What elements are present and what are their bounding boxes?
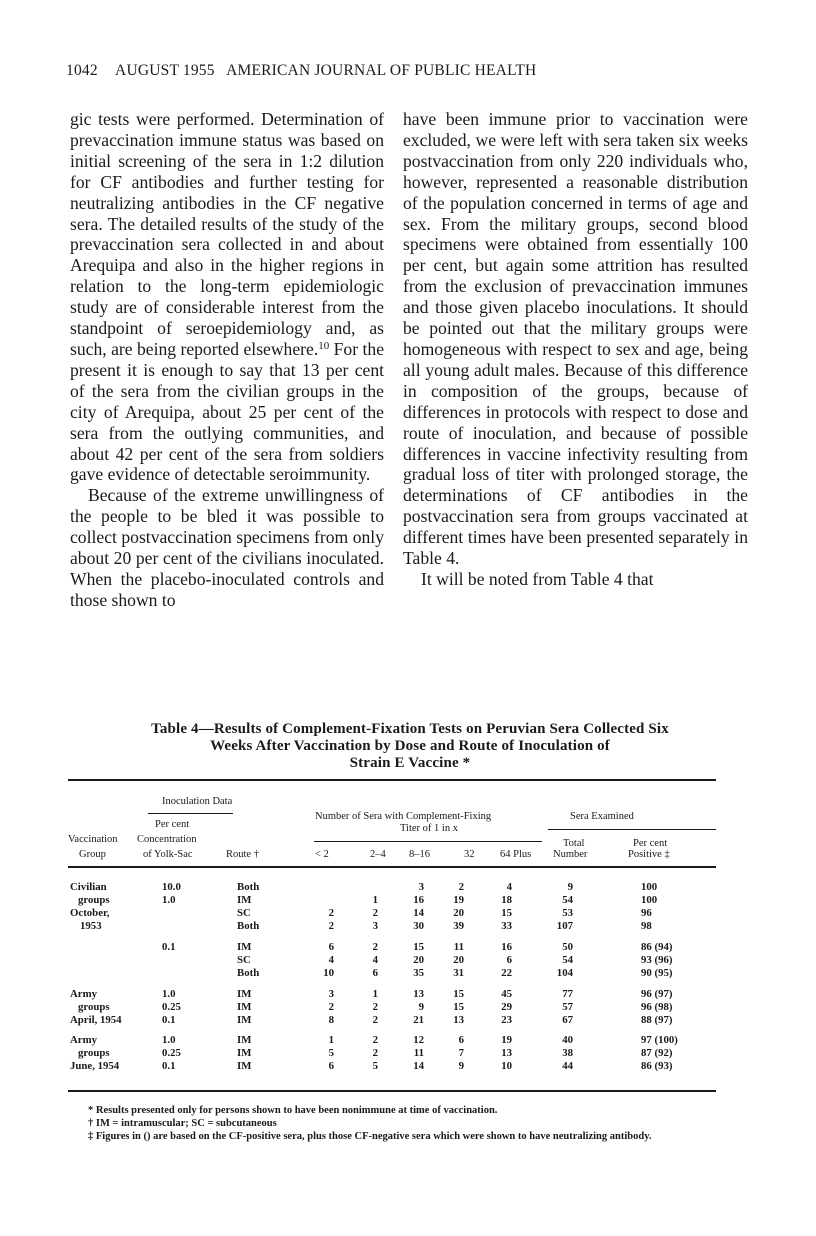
table-cell-total: 38 <box>562 1047 573 1059</box>
table-caption-line: Weeks After Vaccination by Dose and Route of Inoculation of <box>210 738 610 754</box>
table-cell-t32: 31 <box>453 967 464 979</box>
table-cell-lt2: 1 <box>328 1034 334 1046</box>
table-cell-t2-4: 4 <box>372 954 378 966</box>
table-cell-pct: 98 <box>641 920 652 932</box>
table-cell-total: 40 <box>562 1034 573 1046</box>
table-cell-pct: 90 (95) <box>641 967 673 979</box>
table-cell-t2-4: 5 <box>372 1060 378 1072</box>
table-cell-t8-16: 15 <box>413 941 424 953</box>
table-cell-t32: 6 <box>458 1034 464 1046</box>
table-cell-route: SC <box>237 907 251 919</box>
table-cell-pct: 87 (92) <box>641 1047 673 1059</box>
table-cell-conc: 0.1 <box>162 1014 176 1026</box>
table-cell-total: 67 <box>562 1014 573 1026</box>
running-head <box>66 62 536 80</box>
table-cell-t8-16: 14 <box>413 1060 424 1072</box>
header-sera-examined: Sera Examined <box>570 811 634 822</box>
paragraph: Because of the extreme unwillingness of the people to be bled it was possible to collect postvaccination specimens from only about 20 per cent of the civilians inoculated. When the placebo-inoculated controls and those shown to <box>70 485 384 610</box>
header-route: Route † <box>226 849 259 860</box>
table-cell-conc: 0.1 <box>162 941 176 953</box>
table-cell-total: 107 <box>556 920 573 932</box>
table-cell-t64: 45 <box>501 988 512 1000</box>
table-cell-t32: 9 <box>458 1060 464 1072</box>
table-cell-t8-16: 11 <box>413 1047 424 1059</box>
table-cell-t2-4: 1 <box>372 894 378 906</box>
table-cell-lt2: 6 <box>328 941 334 953</box>
table-cell-conc: 0.25 <box>162 1047 181 1059</box>
reference-superscript: 10 <box>318 339 330 352</box>
table-cell-pct: 96 (98) <box>641 1001 673 1013</box>
table-cell-t8-16: 13 <box>413 988 424 1000</box>
table-cell-t2-4: 2 <box>372 1034 378 1046</box>
header-total: Total <box>563 838 585 849</box>
paragraph: have been immune prior to vaccination were excluded, we were left with sera taken six weeks postvaccination from only 220 individuals who, however, represented a reasonable distribution of the population concerned in terms of age and sex. From the military groups, second blood specimens were obtained from essentially 100 per cent, but again some attrition has resulted from the exclusion of prevaccination immunes and those given placebo inoculations. It should be pointed out that the military groups were homogeneous with respect to sex and age, being all young adult males. Because of this difference in composition of the groups, because of differences in protocols with respect to dose and route of inoculation, and because of possible differences in vaccine infectivity resulting from gradual loss of titer with prolonged storage, the determinations of CF antibodies in the postvaccination sera from groups vaccinated at different times have been presented separately in Table 4. <box>403 109 748 569</box>
table-cell-t64: 10 <box>501 1060 512 1072</box>
table-cell-route: Both <box>237 967 260 979</box>
table-cell-group: groups <box>78 894 110 906</box>
table-bottom-rule <box>68 1090 716 1092</box>
table-cell-group: April, 1954 <box>70 1014 122 1026</box>
table-cell-t2-4: 2 <box>372 941 378 953</box>
table-cell-route: SC <box>237 954 251 966</box>
table-cell-t32: 13 <box>453 1014 464 1026</box>
table-cell-pct: 96 <box>641 907 652 919</box>
table-cell-t2-4: 1 <box>372 988 378 1000</box>
table-cell-pct: 100 <box>641 881 658 893</box>
table-cell-route: IM <box>237 1047 252 1059</box>
header-titer-lt2: < 2 <box>315 849 329 860</box>
table-cell-conc: 0.1 <box>162 1060 176 1072</box>
table-cell-pct: 86 (93) <box>641 1060 673 1072</box>
table-cell-group: Army <box>70 1034 97 1046</box>
table-cell-t32: 20 <box>453 907 464 919</box>
header-positive: Positive ‡ <box>628 849 670 860</box>
table-cell-lt2: 10 <box>323 967 334 979</box>
table-cell-t8-16: 14 <box>413 907 424 919</box>
right-column <box>403 109 748 590</box>
paragraph-text: gic tests were performed. Determination of prevaccination immune status was based on initial screening of the sera in 1:2 dilution for CF antibodies and further testing for neutralizing antibodies in the CF negative sera. The detailed results of the study of the prevaccination sera collected in and about Arequipa and also in the higher regions in relation to the long-term epidemiologic study are of considerable interest from the standpoint of seroepidemiology and, as such, are being reported elsewhere. <box>70 109 384 359</box>
table-cell-t32: 15 <box>453 988 464 1000</box>
table-cell-route: IM <box>237 894 252 906</box>
table-cell-pct: 86 (94) <box>641 941 673 953</box>
table-footnotes <box>66 1104 750 1143</box>
header-titer: Titer of 1 in x <box>400 823 458 834</box>
table-cell-group: Civilian <box>70 881 107 893</box>
footnote: † IM = intramuscular; SC = subcutaneous <box>88 1118 277 1129</box>
table-cell-route: IM <box>237 1014 252 1026</box>
table-cell-t64: 4 <box>506 881 512 893</box>
table-cell-pct: 96 (97) <box>641 988 673 1000</box>
table-cell-route: IM <box>237 988 252 1000</box>
header-titer-8-16: 8–16 <box>409 849 430 860</box>
table-cell-pct: 97 (100) <box>641 1034 678 1046</box>
table-cell-t8-16: 30 <box>413 920 424 932</box>
table-cell-t8-16: 12 <box>413 1034 424 1046</box>
table-cell-group: 1953 <box>80 920 102 932</box>
table-cell-total: 9 <box>567 881 573 893</box>
table-cell-total: 57 <box>562 1001 573 1013</box>
table-cell-pct: 88 (97) <box>641 1014 673 1026</box>
table-cell-total: 54 <box>562 894 573 906</box>
table-cell-route: IM <box>237 1034 252 1046</box>
table-caption-line: Strain E Vaccine * <box>349 755 471 771</box>
table-cell-t64: 6 <box>506 954 512 966</box>
table-top-rule <box>68 779 716 781</box>
table-cell-t64: 29 <box>501 1001 512 1013</box>
sera-examined-rule <box>548 829 716 830</box>
table-cell-total: 54 <box>562 954 573 966</box>
table-cell-route: IM <box>237 1001 252 1013</box>
table-cell-t8-16: 21 <box>413 1014 424 1026</box>
table-cell-group: groups <box>78 1001 110 1013</box>
header-number: Number <box>553 849 588 860</box>
table-cell-t2-4: 3 <box>372 920 378 932</box>
header-pct-pos: Per cent <box>633 838 668 849</box>
inoculation-data-rule <box>148 813 233 814</box>
table-cell-lt2: 6 <box>328 1060 334 1072</box>
table-cell-lt2: 3 <box>328 988 334 1000</box>
table-cell-lt2: 2 <box>328 1001 334 1013</box>
table-cell-t32: 15 <box>453 1001 464 1013</box>
table-cell-lt2: 5 <box>328 1047 334 1059</box>
table-cell-t32: 2 <box>458 881 464 893</box>
table-cell-t32: 39 <box>453 920 464 932</box>
header-bottom-rule <box>68 866 716 868</box>
table-cell-t2-4: 2 <box>372 1001 378 1013</box>
table-cell-group: June, 1954 <box>70 1060 120 1072</box>
table-cell-t8-16: 9 <box>418 1001 424 1013</box>
table-cell-t32: 7 <box>458 1047 464 1059</box>
table-caption-line: Table 4—Results of Complement-Fixation Tests on Peruvian Sera Collected Six <box>151 721 669 737</box>
table-cell-t64: 16 <box>501 941 512 953</box>
header-yolk-sac: of Yolk-Sac <box>143 849 193 860</box>
table-cell-conc: 1.0 <box>162 988 176 1000</box>
footnote: ‡ Figures in () are based on the CF-positive sera, plus those CF-negative sera which were shown to have neutralizing antibody. <box>88 1131 652 1142</box>
table-cell-t64: 15 <box>501 907 512 919</box>
header-titer-32: 32 <box>464 849 475 860</box>
header-titer-2-4: 2–4 <box>370 849 386 860</box>
table-cell-t8-16: 35 <box>413 967 424 979</box>
table-cell-t32: 11 <box>453 941 464 953</box>
left-column <box>70 109 384 611</box>
table-cell-lt2: 4 <box>328 954 334 966</box>
table-cell-lt2: 2 <box>328 920 334 932</box>
table-cell-t64: 22 <box>501 967 512 979</box>
table-cell-route: IM <box>237 1060 252 1072</box>
table-cell-t32: 19 <box>453 894 464 906</box>
table-cell-group: Army <box>70 988 97 1000</box>
table-cell-t64: 18 <box>501 894 512 906</box>
table-cell-t64: 23 <box>501 1014 512 1026</box>
table-cell-pct: 100 <box>641 894 658 906</box>
footnote: * Results presented only for persons shown to have been nonimmune at time of vaccination. <box>88 1105 498 1116</box>
paragraph: It will be noted from Table 4 that <box>421 568 654 589</box>
table-cell-route: IM <box>237 941 252 953</box>
page-number: 1042 <box>66 62 98 79</box>
table-cell-conc: 10.0 <box>162 881 181 893</box>
table-cell-t32: 20 <box>453 954 464 966</box>
table-cell-route: Both <box>237 881 260 893</box>
header-titer-64: 64 Plus <box>500 849 532 860</box>
table-cell-t2-4: 2 <box>372 1047 378 1059</box>
table-cell-total: 53 <box>562 907 573 919</box>
header-concentration: Concentration <box>137 834 197 845</box>
table-cell-t2-4: 2 <box>372 1014 378 1026</box>
table-cell-total: 77 <box>562 988 573 1000</box>
table-cell-t2-4: 6 <box>372 967 378 979</box>
table-cell-group: October, <box>70 907 110 919</box>
table-cell-lt2: 8 <box>328 1014 334 1026</box>
table-cell-route: Both <box>237 920 260 932</box>
header-vaccination: Vaccination <box>68 834 118 845</box>
header-number-of-sera: Number of Sera with Complement-Fixing <box>315 811 492 822</box>
table-caption <box>70 721 750 772</box>
table-cell-conc: 0.25 <box>162 1001 181 1013</box>
table-cell-t8-16: 16 <box>413 894 424 906</box>
table-cell-lt2: 2 <box>328 907 334 919</box>
titer-rule <box>314 841 542 842</box>
journal-title: AUGUST 1955 AMERICAN JOURNAL OF PUBLIC HEALTH <box>115 62 537 79</box>
table-cell-t64: 33 <box>501 920 512 932</box>
table-cell-pct: 93 (96) <box>641 954 673 966</box>
header-group: Group <box>79 849 106 860</box>
table-cell-conc: 1.0 <box>162 1034 176 1046</box>
table-cell-total: 44 <box>562 1060 573 1072</box>
table-cell-t2-4: 2 <box>372 907 378 919</box>
table-cell-conc: 1.0 <box>162 894 176 906</box>
header-per-cent: Per cent <box>155 819 190 830</box>
table-cell-total: 50 <box>562 941 573 953</box>
paragraph-text: For the present it is enough to say that 13 per cent of the sera from the civilian groups in the city of Arequipa, about 25 per cent of the sera from the outlying communities, and about 42 per cent of the sera from soldiers gave evidence of detectable seroimmunity. <box>70 338 385 485</box>
table-cell-group: groups <box>78 1047 110 1059</box>
paragraph <box>70 109 384 485</box>
table-cell-t8-16: 3 <box>418 881 424 893</box>
table-cell-total: 104 <box>556 967 573 979</box>
table-cell-t8-16: 20 <box>413 954 424 966</box>
header-inoculation-data: Inoculation Data <box>162 796 233 807</box>
table-cell-t64: 19 <box>501 1034 512 1046</box>
table-cell-t64: 13 <box>501 1047 512 1059</box>
